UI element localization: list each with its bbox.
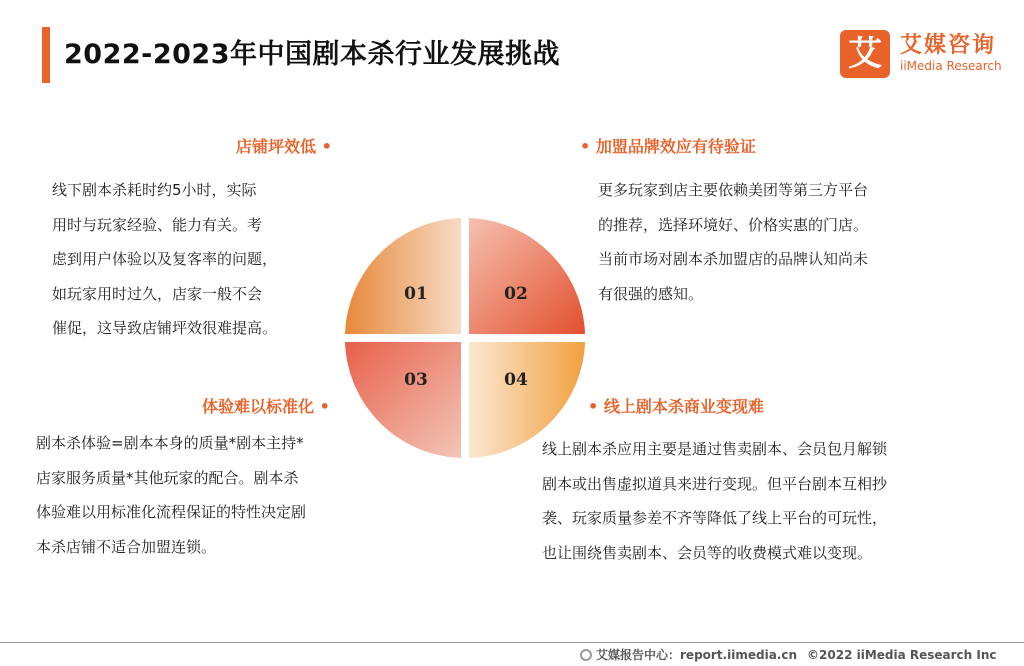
- page-title: 2022-2023年中国剧本杀行业发展挑战: [64, 39, 560, 70]
- footer-divider: [0, 642, 1024, 643]
- quadrant-01-label: 01: [404, 284, 428, 304]
- section-2-line: 更多玩家到店主要依赖美团等第三方平台: [598, 181, 869, 199]
- quadrant-02: [469, 218, 585, 334]
- logo-name-cn: 艾媒咨询: [900, 33, 997, 58]
- section-1-line: 用时与玩家经验、能力有关。考: [52, 215, 263, 234]
- section-3-heading: 体验难以标准化 •: [202, 397, 330, 416]
- section-3-line: 店家服务质量*其他玩家的配合。剧本杀: [36, 468, 299, 487]
- logo-mark: 艾: [840, 30, 890, 78]
- section-2-line: 的推荐，选择环境好、价格实惠的门店。: [598, 215, 869, 234]
- bullet-dot: •: [580, 137, 591, 156]
- section-1-line: 线下剧本杀耗时约5小时，实际: [52, 181, 257, 199]
- footer-label: 艾媒报告中心：: [596, 648, 681, 662]
- section-2-heading: • 加盟品牌效应有待验证: [580, 137, 756, 156]
- section-3-line: 体验难以用标准化流程保证的特性决定剧: [36, 503, 307, 521]
- section-3-line: 本杀店铺不适合加盟连锁。: [36, 537, 217, 556]
- quadrant-01: [345, 218, 461, 334]
- section-4-line: 袭、玩家质量参差不齐等降低了线上平台的可玩性，: [542, 509, 888, 527]
- section-4-body: [542, 432, 887, 570]
- quadrant-02-label: 02: [504, 284, 528, 304]
- quadrant-03-label: 03: [404, 370, 428, 390]
- logo-name-en: iiMedia Research: [900, 59, 1002, 73]
- report-center-icon: [580, 649, 592, 661]
- bullet-dot: •: [588, 397, 599, 416]
- quadrant-03: [345, 342, 461, 458]
- footer: [580, 646, 997, 663]
- section-4-line: 线上剧本杀应用主要是通过售卖剧本、会员包月解锁: [542, 440, 888, 458]
- footer-copyright: ©2022 iiMedia Research Inc: [807, 648, 997, 662]
- section-3-line: 剧本杀体验=剧本本身的质量*剧本主持*: [36, 434, 304, 452]
- section-1-line: 虑到用户体验以及复客率的问题，: [52, 250, 278, 268]
- section-1-heading: 店铺坪效低 •: [236, 137, 332, 156]
- section-4-line: 也让围绕售卖剧本、会员等的收费模式难以变现。: [542, 543, 873, 562]
- section-1-line: 如玩家用时过久，店家一般不会: [52, 284, 263, 303]
- bullet-dot: •: [319, 397, 330, 416]
- section-3-body: [36, 426, 306, 564]
- section-1-body: [52, 173, 277, 346]
- quadrant-04-label: 04: [504, 370, 528, 390]
- bullet-dot: •: [321, 137, 332, 156]
- section-4-heading: • 线上剧本杀商业变现难: [588, 397, 764, 416]
- section-1-line: 催促，这导致店铺坪效很难提高。: [52, 319, 278, 337]
- section-2-body: [598, 173, 868, 311]
- section-2-line: 当前市场对剧本杀加盟店的品牌认知尚未: [598, 250, 869, 268]
- footer-url[interactable]: report.iimedia.cn: [680, 648, 798, 662]
- section-2-line: 有很强的感知。: [598, 284, 704, 303]
- section-4-line: 剧本或出售虚拟道具来进行变现。但平台剧本互相抄: [542, 474, 888, 493]
